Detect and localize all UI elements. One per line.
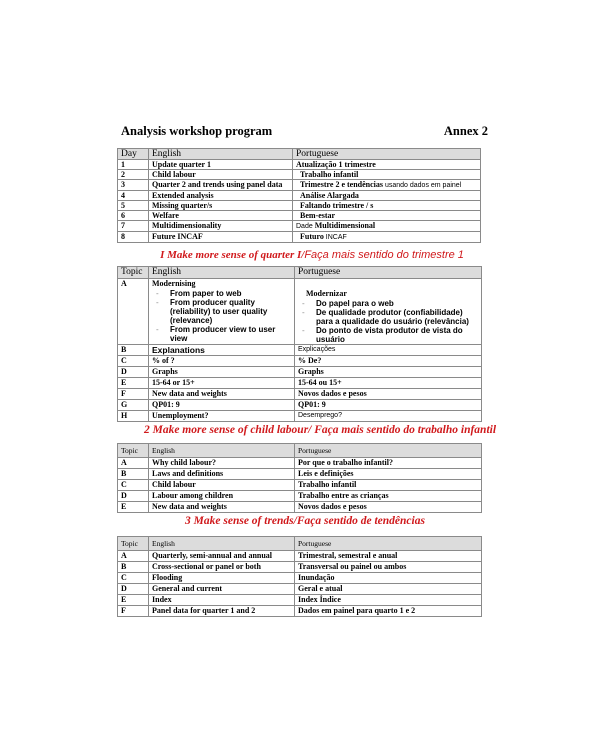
- list-item: - From producer quality (reliability) to user quality (relevance): [152, 298, 291, 325]
- table-row: [118, 211, 481, 221]
- portuguese-text: Análise Alargada: [300, 191, 359, 200]
- portuguese-cell: Inundação: [295, 573, 482, 584]
- topic-cell: G: [118, 400, 149, 411]
- column-header-english: English: [149, 267, 295, 279]
- portuguese-cell: [293, 160, 481, 170]
- topic-cell: B: [118, 345, 149, 356]
- column-header-english: English: [149, 444, 295, 458]
- day-cell: 3: [118, 180, 149, 191]
- table-header-row: [118, 537, 482, 551]
- section-3-heading: 3 Make sense of trends/Faça sentido de tendências: [185, 515, 425, 527]
- english-cell: Laws and definitions: [149, 469, 295, 480]
- portuguese-cell: Geral e atual: [295, 584, 482, 595]
- english-cell: Flooding: [149, 573, 295, 584]
- portuguese-cell: Por que o trabalho infantil?: [295, 458, 482, 469]
- column-header-portuguese: Portuguese: [293, 149, 481, 160]
- portuguese-text: Trimestre 2 e tendências: [300, 180, 384, 189]
- day-cell: 6: [118, 211, 149, 221]
- portuguese-cell: [293, 232, 481, 243]
- english-cell: General and current: [149, 584, 295, 595]
- portuguese-suffix: usando dados em painel: [383, 182, 462, 189]
- day-cell: 1: [118, 160, 149, 170]
- english-cell: New data and weights: [149, 502, 295, 513]
- day-cell: 7: [118, 221, 149, 232]
- day-cell: 4: [118, 191, 149, 201]
- program-table: [117, 148, 481, 243]
- portuguese-bullet-list: [298, 299, 478, 344]
- list-item: - Do papel para o web: [298, 299, 478, 308]
- topic-cell: B: [118, 469, 149, 480]
- english-bullet-list: [152, 289, 291, 343]
- topic-cell: A: [118, 279, 149, 345]
- portuguese-cell: Dados em painel para quarto 1 e 2: [295, 606, 482, 617]
- portuguese-text: Faltando trimestre / s: [300, 201, 374, 210]
- portuguese-text: Bem-estar: [300, 211, 336, 220]
- table-row: [118, 562, 482, 573]
- list-item: - From paper to web: [152, 289, 291, 298]
- portuguese-cell: Leis e definições: [295, 469, 482, 480]
- table-header-row: [118, 267, 482, 279]
- english-cell: Index: [149, 595, 295, 606]
- portuguese-cell: [293, 191, 481, 201]
- section-2-heading: 2 Make more sense of child labour/ Faça mais sentido do trabalho infantil: [143, 424, 497, 436]
- portuguese-prefix: Dade: [296, 223, 315, 230]
- english-cell: Panel data for quarter 1 and 2: [149, 606, 295, 617]
- portuguese-cell: [293, 180, 481, 191]
- english-cell: 15-64 or 15+: [149, 378, 295, 389]
- table-row: [118, 480, 482, 491]
- column-header-portuguese: Portuguese: [295, 267, 482, 279]
- table-row: [118, 502, 482, 513]
- portuguese-cell: Trabalho infantil: [295, 480, 482, 491]
- table-row: [118, 367, 482, 378]
- topic-cell: E: [118, 378, 149, 389]
- english-cell: Cross-sectional or panel or both: [149, 562, 295, 573]
- portuguese-suffix: INCAF: [323, 234, 347, 241]
- table-row: [118, 160, 481, 170]
- column-header-english: English: [149, 537, 295, 551]
- english-cell: Child labour: [149, 170, 293, 180]
- portuguese-topic-title: Modernizar: [306, 289, 347, 298]
- table-row: [118, 191, 481, 201]
- portuguese-cell: Novos dados e pesos: [295, 502, 482, 513]
- topic-cell: A: [118, 551, 149, 562]
- portuguese-cell: Transversal ou painel ou ambos: [295, 562, 482, 573]
- topic-cell: F: [118, 606, 149, 617]
- topic-cell: E: [118, 595, 149, 606]
- topic-cell: C: [118, 356, 149, 367]
- table-row: [118, 180, 481, 191]
- portuguese-cell: Index Índice: [295, 595, 482, 606]
- portuguese-cell: [293, 170, 481, 180]
- portuguese-cell: [295, 279, 482, 345]
- topic-cell: A: [118, 458, 149, 469]
- portuguese-cell: 15-64 ou 15+: [295, 378, 482, 389]
- table-row: [118, 356, 482, 367]
- column-header-english: English: [149, 149, 293, 160]
- english-cell: Extended analysis: [149, 191, 293, 201]
- annex-label: Annex 2: [443, 124, 488, 138]
- topic-cell: E: [118, 502, 149, 513]
- section-3-table: [117, 536, 482, 617]
- portuguese-cell: Novos dados e pesos: [295, 389, 482, 400]
- portuguese-cell: Trimestral, semestral e anual: [295, 551, 482, 562]
- topic-cell: B: [118, 562, 149, 573]
- portuguese-cell: Graphs: [295, 367, 482, 378]
- table-header-row: [118, 149, 481, 160]
- portuguese-text: Atualização 1 trimestre: [296, 160, 376, 169]
- portuguese-cell: [293, 201, 481, 211]
- section-1-heading: [12, 249, 600, 261]
- day-cell: 8: [118, 232, 149, 243]
- column-header-topic: Topic: [118, 537, 149, 551]
- portuguese-text: Trabalho infantil: [300, 170, 359, 179]
- topic-cell: C: [118, 573, 149, 584]
- english-cell: Explanations: [149, 345, 295, 356]
- english-cell: Child labour: [149, 480, 295, 491]
- portuguese-cell: Explicações: [295, 345, 482, 356]
- table-row: [118, 584, 482, 595]
- table-row: [118, 221, 481, 232]
- table-row: [118, 469, 482, 480]
- english-cell: Unemployment?: [149, 411, 295, 422]
- english-cell: New data and weights: [149, 389, 295, 400]
- section-1-heading-pt: Faça mais sentido do trimestre 1: [304, 249, 464, 261]
- column-header-portuguese: Portuguese: [295, 444, 482, 458]
- page-title: Analysis workshop program: [121, 124, 273, 138]
- list-item: - De qualidade produtor (confiabilidade) para a qualidade do usuário (relevância): [298, 308, 478, 326]
- english-cell: Why child labour?: [149, 458, 295, 469]
- column-header-topic: Topic: [118, 267, 149, 279]
- english-topic-title: Modernising: [152, 279, 196, 288]
- english-cell: Welfare: [149, 211, 293, 221]
- portuguese-text: Multidimensional: [314, 221, 376, 230]
- day-cell: 5: [118, 201, 149, 211]
- table-row: [118, 458, 482, 469]
- table-row: [118, 345, 482, 356]
- table-row: [118, 201, 481, 211]
- english-cell: QP01: 9: [149, 400, 295, 411]
- column-header-topic: Topic: [118, 444, 149, 458]
- table-row: [118, 573, 482, 584]
- english-cell: Update quarter 1: [149, 160, 293, 170]
- english-cell: Quarterly, semi-annual and annual: [149, 551, 295, 562]
- table-row: [118, 378, 482, 389]
- portuguese-cell: QP01: 9: [295, 400, 482, 411]
- table-row: [118, 595, 482, 606]
- topic-cell: F: [118, 389, 149, 400]
- portuguese-cell: [293, 221, 481, 232]
- topic-cell: D: [118, 367, 149, 378]
- table-row: [118, 279, 482, 345]
- topic-cell: C: [118, 480, 149, 491]
- english-cell: [149, 279, 295, 345]
- english-cell: Missing quarter/s: [149, 201, 293, 211]
- section-1-table: [117, 266, 482, 422]
- table-header-row: [118, 444, 482, 458]
- portuguese-cell: Trabalho entre as crianças: [295, 491, 482, 502]
- table-row: [118, 389, 482, 400]
- english-cell: % of ?: [149, 356, 295, 367]
- english-cell: Quarter 2 and trends using panel data: [149, 180, 293, 191]
- portuguese-cell: Desemprego?: [295, 411, 482, 422]
- table-row: [118, 400, 482, 411]
- section-2-table: [117, 443, 482, 513]
- english-cell: Labour among children: [149, 491, 295, 502]
- topic-cell: H: [118, 411, 149, 422]
- portuguese-cell: [293, 211, 481, 221]
- portuguese-text: Futuro: [300, 232, 324, 241]
- list-item: - From producer view to user view: [152, 325, 291, 343]
- topic-cell: D: [118, 584, 149, 595]
- table-row: [118, 606, 482, 617]
- section-1-heading-en: I Make more sense of quarter I/: [160, 249, 305, 261]
- table-row: [118, 411, 482, 422]
- english-cell: Graphs: [149, 367, 295, 378]
- table-row: [118, 170, 481, 180]
- table-row: [118, 491, 482, 502]
- topic-cell: D: [118, 491, 149, 502]
- english-cell: Multidimensionality: [149, 221, 293, 232]
- list-item: - Do ponto de vista produtor de vista do usuário: [298, 326, 478, 344]
- day-cell: 2: [118, 170, 149, 180]
- table-row: [118, 551, 482, 562]
- table-row: [118, 232, 481, 243]
- portuguese-cell: % De?: [295, 356, 482, 367]
- column-header-day: Day: [118, 149, 149, 160]
- column-header-portuguese: Portuguese: [295, 537, 482, 551]
- english-cell: Future INCAF: [149, 232, 293, 243]
